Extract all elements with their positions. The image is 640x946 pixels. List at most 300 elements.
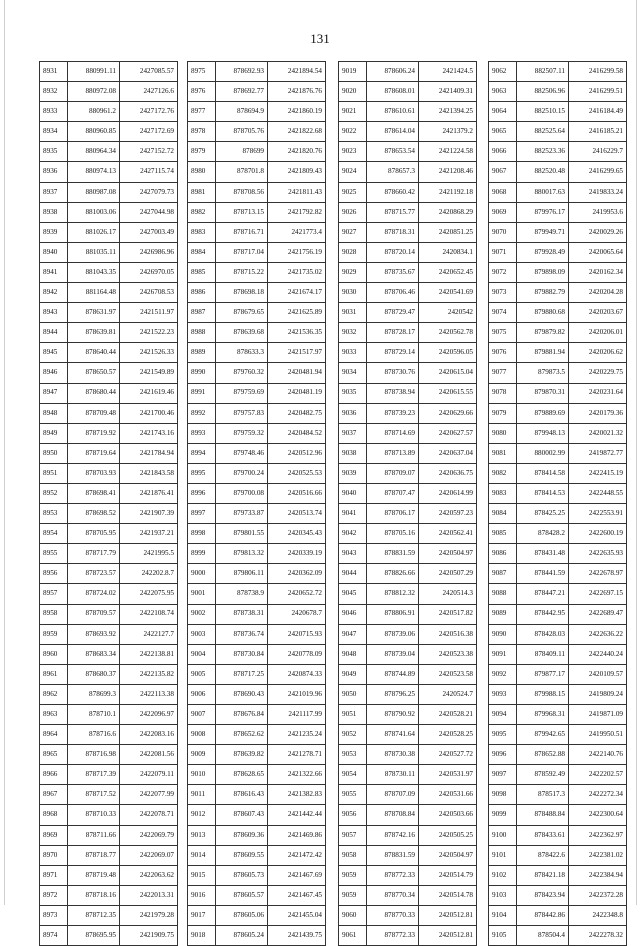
point-id-cell: 9008 [188,725,216,745]
point-id-cell: 8948 [40,403,68,423]
table-row [40,162,178,182]
point-id-cell: 9052 [339,725,367,745]
table-row [188,343,326,363]
point-id-cell: 8989 [188,343,216,363]
y-coordinate-cell: 2420481.19 [268,383,326,403]
x-coordinate-cell: 878729.47 [367,303,419,323]
table-row [188,262,326,282]
x-coordinate-cell: 878699 [216,142,268,162]
point-id-cell: 8982 [188,202,216,222]
y-coordinate-cell: 2422096.97 [120,705,178,725]
table-row [188,544,326,564]
point-id-cell: 9076 [489,343,517,363]
page-number: 131 [310,31,330,46]
x-coordinate-cell: 879928.49 [517,242,569,262]
table-row [339,82,477,102]
x-coordinate-cell: 878730.38 [367,745,419,765]
y-coordinate-cell: 2419809.24 [569,684,627,704]
point-id-cell: 8983 [188,222,216,242]
y-coordinate-cell: 2421894.54 [268,62,326,82]
y-coordinate-cell: 2426970.05 [120,262,178,282]
y-coordinate-cell: 2420029.26 [569,222,627,242]
y-coordinate-cell: 2421424.5 [419,62,477,82]
point-id-cell: 8970 [40,845,68,865]
point-id-cell: 9050 [339,684,367,704]
y-coordinate-cell: 2422278.32 [569,926,627,946]
y-coordinate-cell: 2421439.75 [268,926,326,946]
x-coordinate-cell: 878730.11 [367,765,419,785]
point-id-cell: 9074 [489,303,517,323]
table-row [339,865,477,885]
point-id-cell: 9025 [339,182,367,202]
y-coordinate-cell: 2420516.66 [268,483,326,503]
point-id-cell: 9029 [339,262,367,282]
table-row [40,865,178,885]
x-coordinate-cell: 879759.32 [216,423,268,443]
point-id-cell: 9048 [339,644,367,664]
table-row [339,483,477,503]
x-coordinate-cell: 878425.25 [517,504,569,524]
table-row [339,684,477,704]
point-id-cell: 9062 [489,62,517,82]
x-coordinate-cell: 878614.04 [367,122,419,142]
table-row [40,202,178,222]
point-id-cell: 9087 [489,564,517,584]
y-coordinate-cell: 2422108.74 [120,604,178,624]
table-row [489,504,627,524]
table-row [339,644,477,664]
y-coordinate-cell: 2420562.41 [419,524,477,544]
table-row [188,483,326,503]
table-row [40,504,178,524]
point-id-cell: 9007 [188,705,216,725]
y-coordinate-cell: 2421619.46 [120,383,178,403]
table-row [489,383,627,403]
y-coordinate-cell: 2420637.04 [419,443,477,463]
y-coordinate-cell: 2416229.7 [569,142,627,162]
x-coordinate-cell: 878720.14 [367,242,419,262]
x-coordinate-cell: 878770.33 [367,905,419,925]
table-row [489,745,627,765]
table-row [339,564,477,584]
table-row [40,604,178,624]
point-id-cell: 8937 [40,182,68,202]
x-coordinate-cell: 878660.42 [367,182,419,202]
table-row [489,684,627,704]
table-row [339,323,477,343]
point-id-cell: 9101 [489,845,517,865]
y-coordinate-cell: 2422127.7 [120,624,178,644]
y-coordinate-cell: 2420109.57 [569,664,627,684]
x-coordinate-cell: 882507.11 [517,62,569,82]
point-id-cell: 9040 [339,483,367,503]
x-coordinate-cell: 878736.74 [216,624,268,644]
y-coordinate-cell: 2421382.83 [268,785,326,805]
table-row [188,403,326,423]
x-coordinate-cell: 878796.25 [367,684,419,704]
y-coordinate-cell: 2421192.18 [419,182,477,202]
point-id-cell: 9004 [188,644,216,664]
point-id-cell: 9037 [339,423,367,443]
y-coordinate-cell: 2421442.44 [268,805,326,825]
table-row [489,624,627,644]
y-coordinate-cell: 2422075.95 [120,584,178,604]
x-coordinate-cell: 878717.25 [216,664,268,684]
point-id-cell: 9059 [339,865,367,885]
point-id-cell: 8943 [40,303,68,323]
table-row [339,825,477,845]
x-coordinate-cell: 878705.76 [216,122,268,142]
table-row [339,283,477,303]
y-coordinate-cell: 2421208.46 [419,162,477,182]
point-id-cell: 9009 [188,745,216,765]
coordinate-table-2 [187,61,320,946]
point-id-cell: 9021 [339,102,367,122]
y-coordinate-cell: 2420179.36 [569,403,627,423]
x-coordinate-cell: 878692.93 [216,62,268,82]
y-coordinate-cell: 2420652.72 [268,584,326,604]
point-id-cell: 9054 [339,765,367,785]
point-id-cell: 8994 [188,443,216,463]
point-id-cell: 8932 [40,82,68,102]
x-coordinate-cell: 878606.24 [367,62,419,82]
table-row [188,845,326,865]
x-coordinate-cell: 878650.57 [68,363,120,383]
x-coordinate-cell: 878690.43 [216,684,268,704]
table-row [188,242,326,262]
point-id-cell: 9043 [339,544,367,564]
y-coordinate-cell: 2420524.7 [419,684,477,704]
point-id-cell: 8995 [188,463,216,483]
x-coordinate-cell: 878639.68 [216,323,268,343]
x-coordinate-cell: 878592.49 [517,765,569,785]
point-id-cell: 9041 [339,504,367,524]
point-id-cell: 9005 [188,664,216,684]
x-coordinate-cell: 878806.91 [367,604,419,624]
y-coordinate-cell: 2427172.69 [120,122,178,142]
y-coordinate-cell: 2422069.79 [120,825,178,845]
x-coordinate-cell: 878718.77 [68,845,120,865]
y-coordinate-cell: 2419950.51 [569,725,627,745]
y-coordinate-cell: 2420778.09 [268,644,326,664]
x-coordinate-cell: 878716.98 [68,745,120,765]
point-id-cell: 9102 [489,865,517,885]
table-row [188,383,326,403]
x-coordinate-cell: 878631.97 [68,303,120,323]
x-coordinate-cell: 879881.94 [517,343,569,363]
table-row [339,725,477,745]
point-id-cell: 9023 [339,142,367,162]
x-coordinate-cell: 879898.09 [517,262,569,282]
table-row [489,785,627,805]
y-coordinate-cell: 2420531.66 [419,785,477,805]
y-coordinate-cell: 2422272.34 [569,785,627,805]
y-coordinate-cell: 2421455.04 [268,905,326,925]
x-coordinate-cell: 878709.57 [68,604,120,624]
y-coordinate-cell: 2421511.97 [120,303,178,323]
y-coordinate-cell: 2421876.41 [120,483,178,503]
point-id-cell: 9015 [188,865,216,885]
table-row [40,765,178,785]
y-coordinate-cell: 2421322.66 [268,765,326,785]
point-id-cell: 9059 [339,885,367,905]
table-row [489,664,627,684]
y-coordinate-cell: 2421472.42 [268,845,326,865]
y-coordinate-cell: 2422202.57 [569,765,627,785]
point-id-cell: 8975 [188,62,216,82]
table-row [188,604,326,624]
table-row [40,383,178,403]
table-row [339,544,477,564]
point-id-cell: 9002 [188,604,216,624]
table-row [489,142,627,162]
point-id-cell: 8935 [40,142,68,162]
y-coordinate-cell: 2427085.57 [120,62,178,82]
y-coordinate-cell: 2420507.29 [419,564,477,584]
x-coordinate-cell: 880964.34 [68,142,120,162]
point-id-cell: 9090 [489,624,517,644]
y-coordinate-cell: 2420512.81 [419,926,477,946]
x-coordinate-cell: 879733.87 [216,504,268,524]
x-coordinate-cell: 878730.84 [216,644,268,664]
point-id-cell: 8947 [40,383,68,403]
x-coordinate-cell: 878790.92 [367,705,419,725]
table-row [188,323,326,343]
table-row [188,765,326,785]
x-coordinate-cell: 878735.67 [367,262,419,282]
table-row [489,242,627,262]
table-row [188,644,326,664]
y-coordinate-cell: 2416299.65 [569,162,627,182]
x-coordinate-cell: 878701.8 [216,162,268,182]
point-id-cell: 8953 [40,504,68,524]
point-id-cell: 9028 [339,242,367,262]
y-coordinate-cell: 2421379.2 [419,122,477,142]
table-row [339,664,477,684]
x-coordinate-cell: 878831.59 [367,845,419,865]
x-coordinate-cell: 878719.64 [68,443,120,463]
table-row [40,443,178,463]
y-coordinate-cell: 2422348.8 [569,905,627,925]
table-row [339,423,477,443]
table-row [339,162,477,182]
x-coordinate-cell: 878414.58 [517,463,569,483]
x-coordinate-cell: 878831.59 [367,544,419,564]
x-coordinate-cell: 879968.31 [517,705,569,725]
x-coordinate-cell: 878729.14 [367,343,419,363]
point-id-cell: 8940 [40,242,68,262]
table-row [339,102,477,122]
x-coordinate-cell: 878652.88 [517,745,569,765]
table-row [339,242,477,262]
table-row [40,926,178,946]
point-id-cell: 8939 [40,222,68,242]
table-row [40,463,178,483]
point-id-cell: 9083 [489,483,517,503]
x-coordinate-cell: 878716.71 [216,222,268,242]
table-row [489,323,627,343]
coordinate-table-3 [338,61,471,946]
y-coordinate-cell: 2420562.78 [419,323,477,343]
table-row [339,443,477,463]
y-coordinate-cell: 2420527.72 [419,745,477,765]
point-id-cell: 8954 [40,524,68,544]
y-coordinate-cell: 2421822.68 [268,122,326,142]
y-coordinate-cell: 2422415.19 [569,463,627,483]
x-coordinate-cell: 878679.65 [216,303,268,323]
point-id-cell: 9011 [188,785,216,805]
y-coordinate-cell: 2427044.98 [120,202,178,222]
point-id-cell: 9031 [339,303,367,323]
x-coordinate-cell: 882506.96 [517,82,569,102]
point-id-cell: 8962 [40,684,68,704]
point-id-cell: 9013 [188,825,216,845]
x-coordinate-cell: 881164.48 [68,283,120,303]
y-coordinate-cell: 2421117.99 [268,705,326,725]
point-id-cell: 9027 [339,222,367,242]
table-row [188,443,326,463]
table-row [188,524,326,544]
x-coordinate-cell: 878719.48 [68,865,120,885]
point-id-cell: 9032 [339,323,367,343]
table-row [339,584,477,604]
table-row [40,283,178,303]
table-row [188,725,326,745]
table-row [40,323,178,343]
table-row [40,644,178,664]
point-id-cell: 8998 [188,524,216,544]
y-coordinate-cell: 2420525.53 [268,463,326,483]
y-coordinate-cell: 2420162.34 [569,262,627,282]
y-coordinate-cell: 2421809.43 [268,162,326,182]
y-coordinate-cell: 2420516.38 [419,624,477,644]
table-row [40,122,178,142]
x-coordinate-cell: 878709.48 [68,403,120,423]
y-coordinate-cell: 2422113.38 [120,684,178,704]
x-coordinate-cell: 878717.52 [68,785,120,805]
y-coordinate-cell: 2421792.82 [268,202,326,222]
x-coordinate-cell: 878422.6 [517,845,569,865]
x-coordinate-cell: 878812.32 [367,584,419,604]
table-row [40,182,178,202]
y-coordinate-cell: 2422138.81 [120,644,178,664]
table-row [40,705,178,725]
table-row [339,765,477,785]
table-row [339,343,477,363]
x-coordinate-cell: 878772.33 [367,926,419,946]
y-coordinate-cell: 2427079.73 [120,182,178,202]
y-coordinate-cell: 2420514.3 [419,584,477,604]
y-coordinate-cell: 2420065.64 [569,242,627,262]
x-coordinate-cell: 878710.33 [68,805,120,825]
y-coordinate-cell: 2422300.64 [569,805,627,825]
table-row [489,644,627,664]
point-id-cell: 9094 [489,705,517,725]
point-id-cell: 8981 [188,182,216,202]
y-coordinate-cell: 2421394.25 [419,102,477,122]
x-coordinate-cell: 878742.16 [367,825,419,845]
y-coordinate-cell: 2422381.02 [569,845,627,865]
x-coordinate-cell: 880974.13 [68,162,120,182]
x-coordinate-cell: 879873.5 [517,363,569,383]
x-coordinate-cell: 879880.68 [517,303,569,323]
y-coordinate-cell: 2420339.19 [268,544,326,564]
y-coordinate-cell: 2420504.97 [419,544,477,564]
table-row [40,102,178,122]
table-row [188,584,326,604]
y-coordinate-cell: 2422077.99 [120,785,178,805]
x-coordinate-cell: 878447.21 [517,584,569,604]
point-id-cell: 9039 [339,463,367,483]
x-coordinate-cell: 878719.92 [68,423,120,443]
x-coordinate-cell: 878708.84 [367,805,419,825]
point-id-cell: 9051 [339,705,367,725]
table-row [339,926,477,946]
point-id-cell: 9069 [489,202,517,222]
table-row [339,142,477,162]
y-coordinate-cell: 2420834.1 [419,242,477,262]
y-coordinate-cell: 2420523.38 [419,644,477,664]
coordinate-table [338,61,477,946]
table-row [489,825,627,845]
table-row [188,624,326,644]
x-coordinate-cell: 881035.11 [68,242,120,262]
point-id-cell: 9055 [339,785,367,805]
point-id-cell: 8988 [188,323,216,343]
y-coordinate-cell: 2426708.53 [120,283,178,303]
table-row [339,403,477,423]
table-row [489,423,627,443]
y-coordinate-cell: 2420652.45 [419,262,477,282]
x-coordinate-cell: 879760.32 [216,363,268,383]
point-id-cell: 8942 [40,283,68,303]
point-id-cell: 9097 [489,765,517,785]
table-row [188,684,326,704]
y-coordinate-cell: 2421517.97 [268,343,326,363]
point-id-cell: 9085 [489,524,517,544]
x-coordinate-cell: 878433.61 [517,825,569,845]
point-id-cell: 8951 [40,463,68,483]
point-id-cell: 9079 [489,403,517,423]
point-id-cell: 9036 [339,403,367,423]
x-coordinate-cell: 878657.3 [367,162,419,182]
table-row [339,62,477,82]
point-id-cell: 8987 [188,303,216,323]
x-coordinate-cell: 878609.36 [216,825,268,845]
point-id-cell: 9103 [489,885,517,905]
x-coordinate-cell: 878713.15 [216,202,268,222]
point-id-cell: 9098 [489,785,517,805]
x-coordinate-cell: 878698.41 [68,483,120,503]
x-coordinate-cell: 878705.16 [367,524,419,544]
y-coordinate-cell: 2421784.94 [120,443,178,463]
y-coordinate-cell: 2420206.62 [569,343,627,363]
point-id-cell: 8978 [188,122,216,142]
table-row [489,885,627,905]
y-coordinate-cell: 2421409.31 [419,82,477,102]
x-coordinate-cell: 879949.71 [517,222,569,242]
point-id-cell: 9017 [188,905,216,925]
y-coordinate-cell: 2420513.74 [268,504,326,524]
point-id-cell: 9061 [339,926,367,946]
table-row [188,82,326,102]
table-row [489,62,627,82]
point-id-cell: 8959 [40,624,68,644]
table-row [489,222,627,242]
coordinate-table [187,61,326,946]
table-row [40,805,178,825]
x-coordinate-cell: 878421.18 [517,865,569,885]
